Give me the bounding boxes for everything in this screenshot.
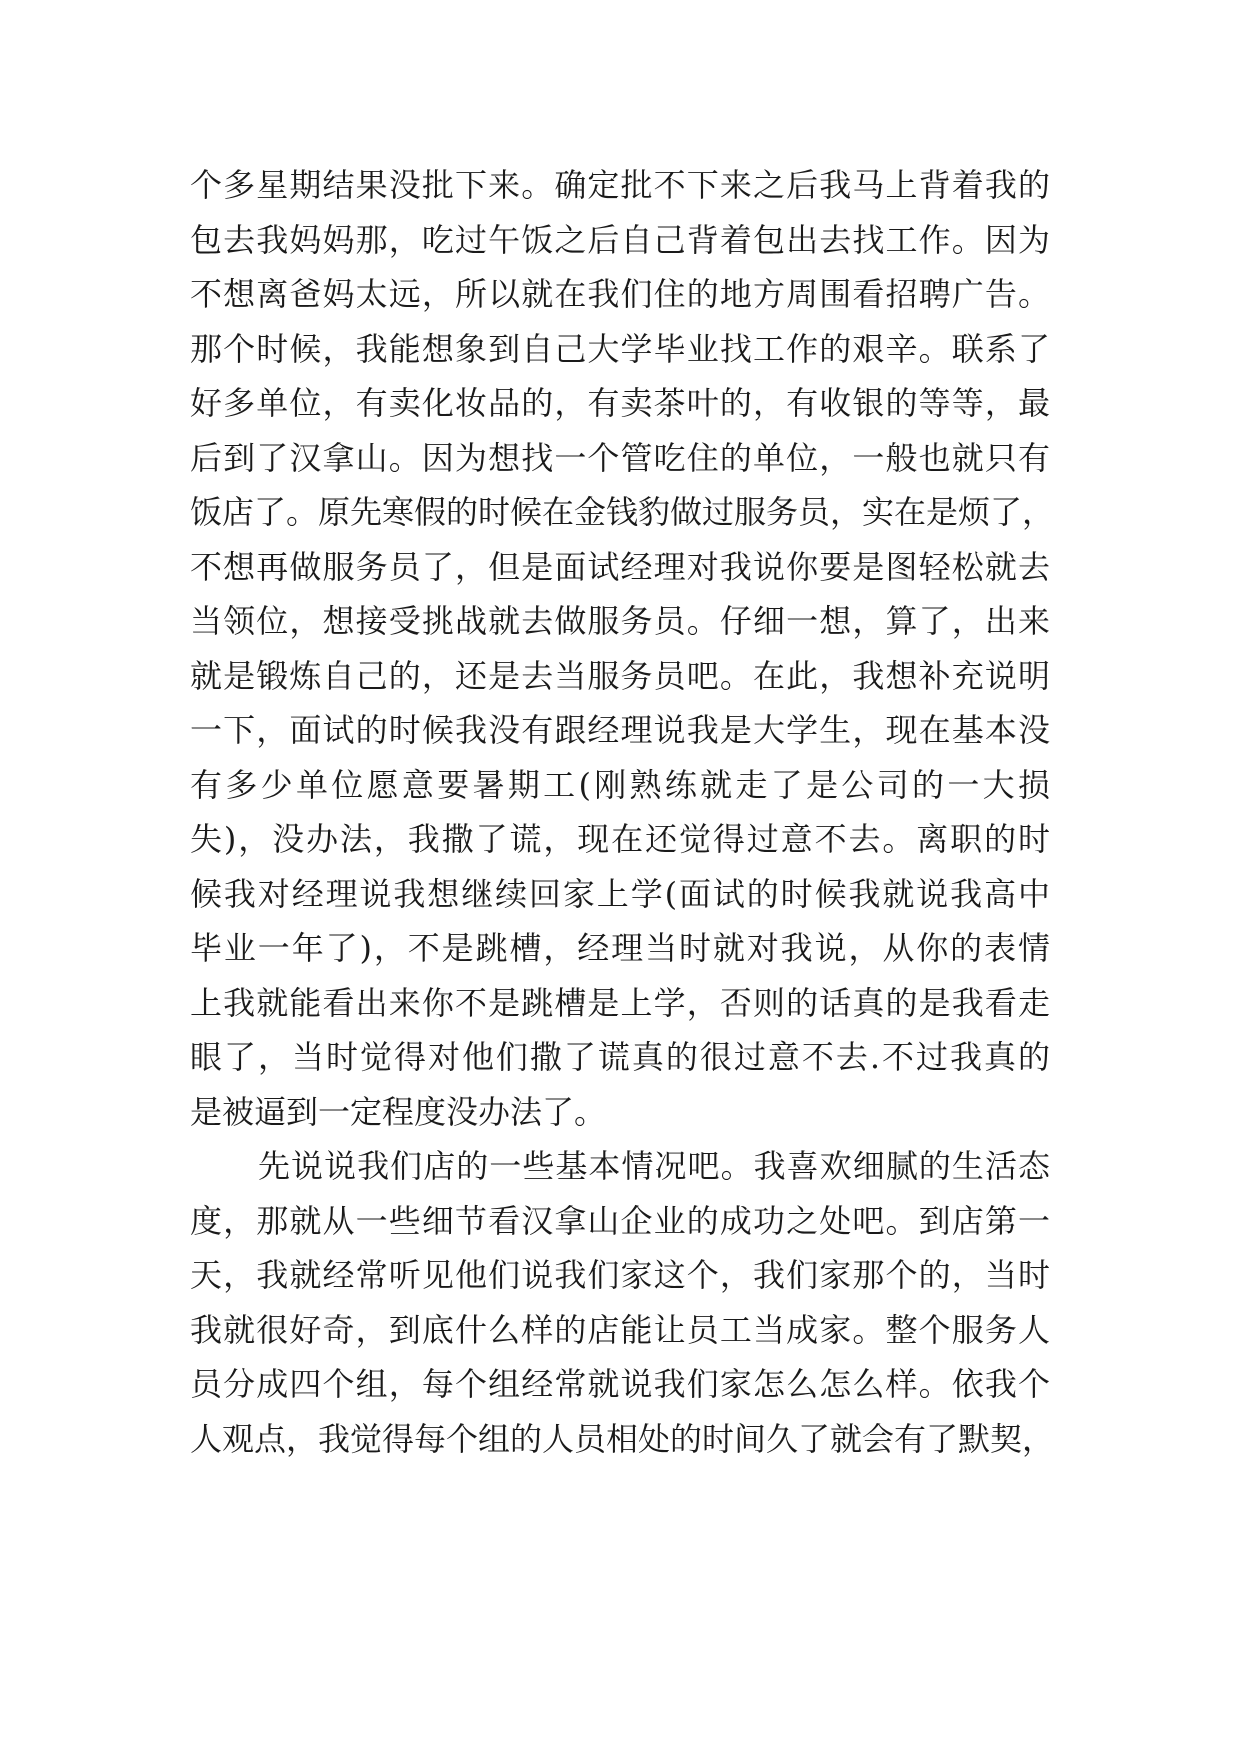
text-line: 我就很好奇，到底什么样的店能让员工当成家。整个服务人 <box>190 1310 1050 1349</box>
text-line: 包去我妈妈那，吃过午饭之后自己背着包出去找工作。因为 <box>190 220 1050 259</box>
text-line: 后到了汉拿山。因为想找一个管吃住的单位，一般也就只有 <box>190 438 1050 477</box>
text-line: 那个时候，我能想象到自己大学毕业找工作的艰辛。联系了 <box>190 329 1050 368</box>
text-line: 个多星期结果没批下来。确定批不下来之后我马上背着我的 <box>190 166 1050 204</box>
text-line: 不想再做服务员了，但是面试经理对我说你要是图轻松就去 <box>190 547 1050 586</box>
paragraph-end-line: 是被逼到一定程度没办法了。 <box>190 1092 607 1131</box>
paragraph-start-line: 先说说我们店的一些基本情况吧。我喜欢细腻的生活态 <box>258 1147 1050 1185</box>
text-line: 好多单位，有卖化妆品的，有卖茶叶的，有收银的等等，最 <box>190 384 1050 422</box>
text-line: 不想离爸妈太远，所以就在我们住的地方周围看招聘广告。 <box>190 275 1050 313</box>
text-line: 员分成四个组，每个组经常就说我们家怎么怎么样。依我个 <box>190 1365 1050 1403</box>
text-line: 上我就能看出来你不是跳槽是上学，否则的话真的是我看走 <box>190 983 1050 1022</box>
text-line: 失)，没办法，我撒了谎，现在还觉得过意不去。离职的时 <box>190 820 1050 858</box>
text-line: 有多少单位愿意要暑期工(刚熟练就走了是公司的一大损 <box>190 765 1050 804</box>
body-text <box>190 158 1055 1466</box>
text-line: 就是锻炼自己的，还是去当服务员吧。在此，我想补充说明 <box>190 656 1050 695</box>
text-line: 饭店了。原先寒假的时候在金钱豹做过服务员，实在是烦了， <box>190 493 1055 531</box>
text-line: 一下，面试的时候我没有跟经理说我是大学生，现在基本没 <box>190 711 1050 749</box>
text-line: 度，那就从一些细节看汉拿山企业的成功之处吧。到店第一 <box>190 1201 1050 1240</box>
text-line: 人观点，我觉得每个组的人员相处的时间久了就会有了默契， <box>190 1419 1055 1458</box>
text-line: 候我对经理说我想继续回家上学(面试的时候我就说我高中 <box>190 874 1050 913</box>
text-line: 天，我就经常听见他们说我们家这个，我们家那个的，当时 <box>190 1256 1050 1294</box>
text-line: 眼了，当时觉得对他们撒了谎真的很过意不去.不过我真的 <box>190 1038 1050 1076</box>
text-line: 当领位，想接受挑战就去做服务员。仔细一想，算了，出来 <box>190 602 1050 640</box>
text-line: 毕业一年了)，不是跳槽，经理当时就对我说，从你的表情 <box>190 929 1050 967</box>
